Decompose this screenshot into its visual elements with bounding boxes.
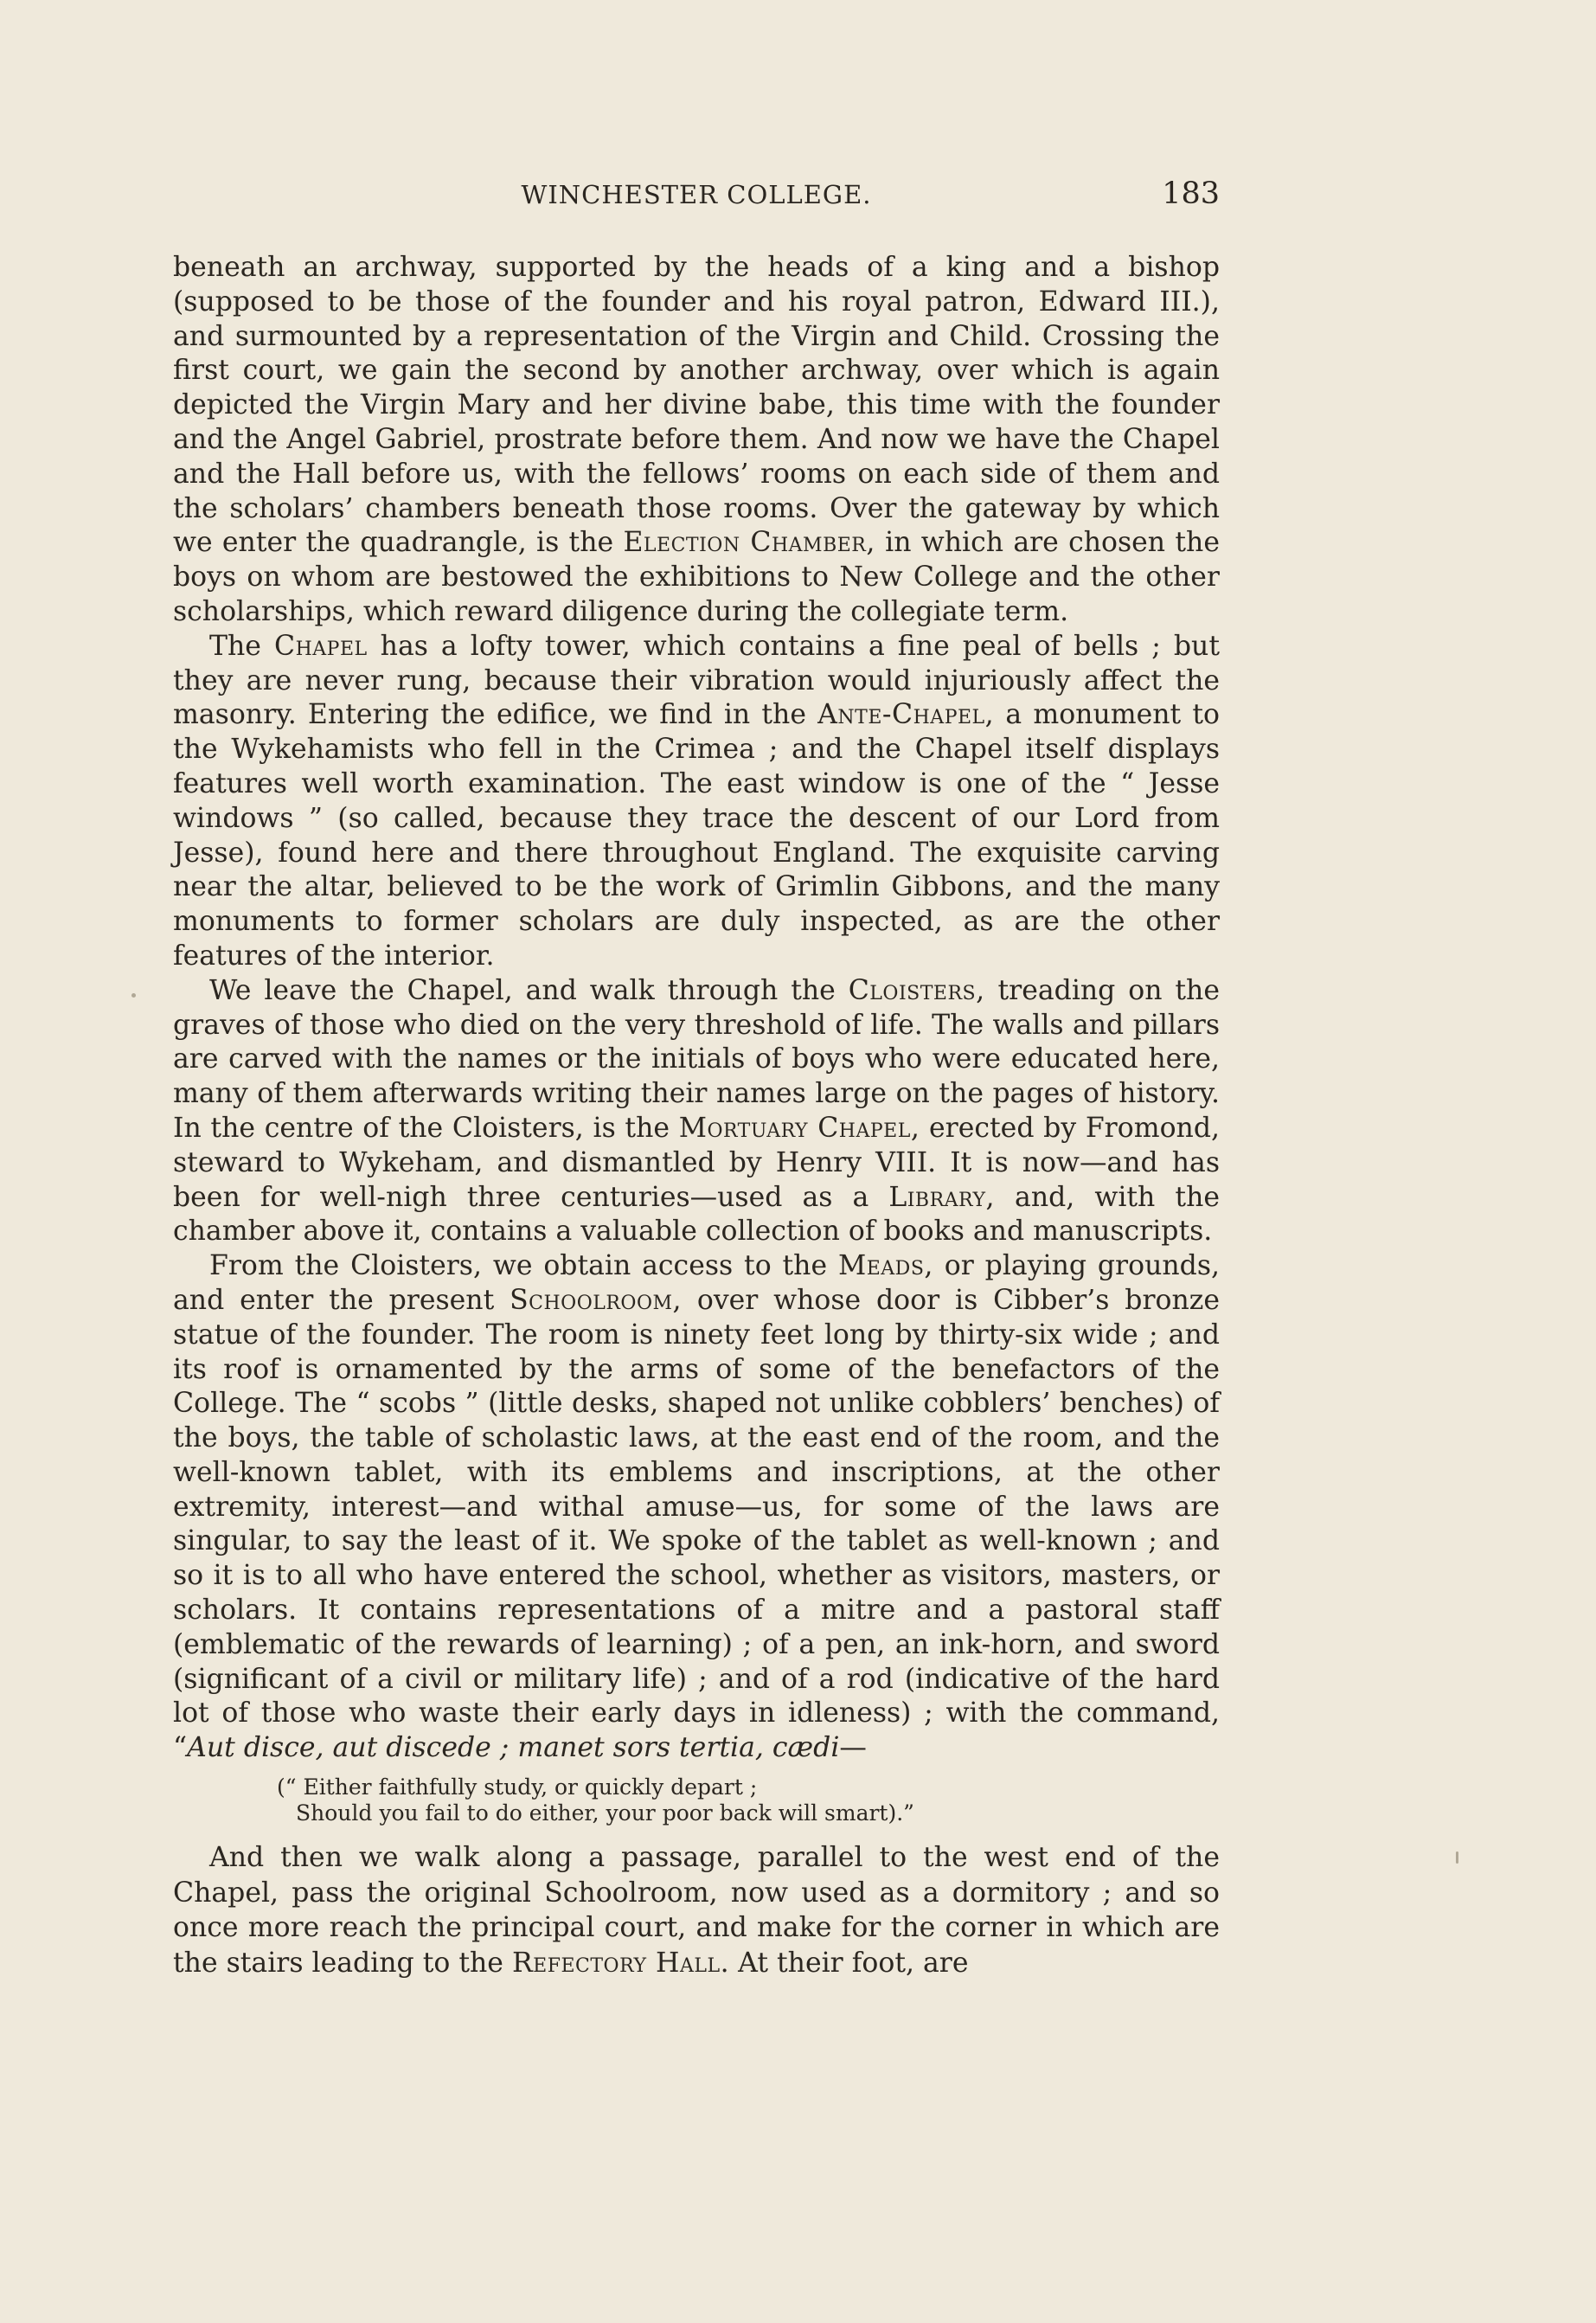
small-caps-term: Meads, (837, 1250, 933, 1282)
text-run: From the Cloisters, we obtain access to the (209, 1250, 838, 1282)
small-caps-term: Refectory Hall. (511, 1947, 730, 1979)
running-title: WINCHESTER COLLEGE. (521, 180, 872, 209)
text-run: and, with the chamber above it, contains a valuable collection of books and manuscripts. (173, 1181, 1220, 1248)
page-header (173, 176, 1220, 223)
paragraph-2 (173, 630, 1220, 974)
small-caps-term: Mortuary Chapel, (678, 1112, 920, 1144)
small-caps-term: Ante-Chapel, (817, 699, 995, 731)
small-caps-term: Library, (888, 1181, 995, 1213)
text-run: over whose door is Cibber’s bronze statue of the founder. The room is ninety feet long by thirty-six wide ; and its roof is ornamented by the arms of some of the benefactors of the College. The “ scobs ” (little desks, shaped not unlike cobblers’ benches) of the boys, the table of scholastic laws, at the east end of the room, and the well-known tablet, with its emblems and inscriptions, at the other extremity, interest—and withal amuse—us, for some of the laws are singular, to say the least of it. We spoke of the tablet as well-known ; and so it is to all who have entered the school, whether as visitors, masters, or scholars. It contains representations of a mitre and a pastoral staff (emblematic of the rewards of learning) ; of a pen, an ink-horn, and sword (significant of a civil or military life) ; and of a rod (indicative of the hard lot of those who waste their early days in idleness) ; with the command, “ (173, 1284, 1220, 1764)
text-run: At their foot, are (729, 1947, 969, 1979)
latin-motto: Aut disce, aut discede ; manet sors tertia, cædi (187, 1732, 840, 1764)
paragraph-4 (173, 1249, 1220, 1766)
ink-speck (1456, 1851, 1458, 1864)
small-caps-term: Schoolroom, (510, 1284, 683, 1316)
text-run: The (209, 630, 274, 662)
text-run: has a lofty tower, which contains a fine peal of bells ; but they are never rung, because their vibration would injuriously affect the masonry. Entering the edifice, we find in the (173, 630, 1221, 731)
text-run: treading on the graves of those who died on the very threshold of life. The walls and pillars are carved with the names or the initials of boys who were educated here, many of them afterwards writing their names large on the pages of history. In the centre of the Cloisters, is the (173, 974, 1220, 1144)
page-number: 183 (1162, 176, 1220, 211)
small-caps-term: Election Chamber, (623, 527, 875, 559)
text-run: a monument to the Wykehamists who fell in the Crimea ; and the Chapel itself displays features well worth examination. The east window is one of the “ Jesse windows ” (so called, because they trace the descent of our Lord from Jesse), found here and there throughout England. The exquisite carving near the altar, believed to be the work of Grimlin Gibbons, and the many monuments to former scholars are duly inspected, as are the other features of the interior. (173, 699, 1220, 972)
text-run: beneath an archway, supported by the heads of a king and a bishop (supposed to be those of the founder and his royal patron, Edward III.), and surmounted by a representation of the Virgin and Child. Crossing the first court, we gain the second by another archway, over which is again depicted the Virgin Mary and her divine babe, this time with the founder and the Angel Gabriel, prostrate before them. And now we have the Chapel and the Hall before us, with the fellows’ rooms on each side of them and the scholars’ chambers beneath those rooms. Over the gateway by which we enter the quadrangle, is the (173, 252, 1220, 559)
ink-speck (131, 993, 136, 998)
paragraph-3 (173, 974, 1220, 1249)
text-run: in which are chosen the boys on whom are bestowed the exhibitions to New College and the other scholarships, which reward diligence during the collegiate term. (173, 527, 1220, 627)
text-run: erected by Fromond, steward to Wykeham, and dismantled by Henry VIII. It is now—and has been for well-nigh three centuries—used as a (173, 1112, 1221, 1213)
verse-line-1: (“ Either faithfully study, or quickly depart ; (277, 1774, 758, 1800)
text-run: or playing grounds, and enter the present (173, 1250, 1220, 1316)
small-caps-term: Cloisters, (848, 974, 985, 1006)
text-run: We leave the Chapel, and walk through the (209, 974, 849, 1006)
paragraph-1 (173, 251, 1220, 630)
verse-translation (277, 1774, 1220, 1826)
body-text (173, 251, 1220, 1980)
text-run: And then we walk along a passage, parallel to the west end of the Chapel, pass the original Schoolroom, now used as a dormitory ; and so once more reach the principal court, and make for the corner in which are the stairs leading to the (173, 1842, 1220, 1979)
text-run: — (839, 1732, 867, 1764)
verse-line-2: Should you fail to do either, your poor back will smart).” (296, 1800, 914, 1826)
small-caps-term: Chapel (273, 630, 368, 662)
paragraph-5 (173, 1840, 1220, 1980)
